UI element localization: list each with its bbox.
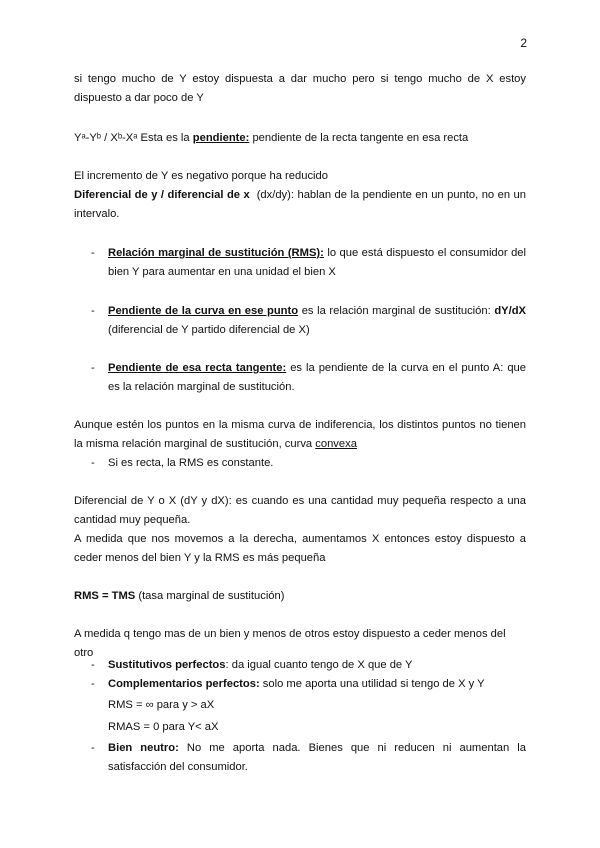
- list-item-curve-slope: Pendiente de la curva en ese punto es la relación marginal de sustitución: dY/dX (diferencial de Y partido diferencial de X): [108, 305, 527, 336]
- paragraph-moving-right: A medida que nos movemos a la derecha, aumentamos X entonces estoy dispuesto a ceder menos del bien Y y la RMS es más pequeña: [74, 533, 526, 564]
- paragraph-more-goods: A medida q tengo mas de un bien y menos de otros estoy dispuesto a ceder menos del otro: [74, 628, 506, 659]
- list-item-tangent: Pendiente de esa recta tangente: es la pendiente de la curva en el punto A: que es la relación marginal de sustitución.: [108, 362, 526, 393]
- list-item-neutral: Bien neutro: No me aporta nada. Bienes que ni reducen ni aumentan la satisfacción del consumidor.: [108, 742, 526, 773]
- paragraph-rms-tms: RMS = TMS (tasa marginal de sustitución): [74, 590, 285, 602]
- list-item-recta: Si es recta, la RMS es constante.: [108, 457, 274, 469]
- paragraph-differential: Diferencial de y / diferencial de x (dx/dy): hablan de la pendiente en un punto, no en un intervalo.: [74, 189, 527, 220]
- rmas-zero-line: RMAS = 0 para Y< aX: [108, 721, 219, 733]
- paragraph-convex: Aunque estén los puntos en la misma curva de indiferencia, los distintos puntos no tienen la misma relación marginal de sustitución, curva convexa: [74, 419, 526, 450]
- slope-formula: Yᵃ-Yᵇ / Xᵇ-Xᵃ: [74, 132, 138, 144]
- list-dash: -: [91, 659, 95, 671]
- paragraph-slope: Yᵃ-Yᵇ / Xᵇ-Xᵃ Esta es la pendiente: pendiente de la recta tangente en esa recta: [74, 132, 469, 144]
- paragraph-dy-dx: Diferencial de Y o X (dY y dX): es cuando es una cantidad muy pequeña respecto a una cantidad muy pequeña.: [74, 495, 526, 526]
- list-item-rms: Relación marginal de sustitución (RMS): lo que está dispuesto el consumidor del bien Y para aumentar en una unidad el bien X: [108, 247, 526, 278]
- term-pendiente: pendiente:: [192, 132, 250, 144]
- list-item-substitutes: Sustitutivos perfectos: da igual cuanto tengo de X que de Y: [108, 659, 413, 671]
- paragraph-willingness: si tengo mucho de Y estoy dispuesta a dar mucho pero si tengo mucho de X estoy dispuesto a dar poco de Y: [74, 73, 526, 104]
- list-dash: -: [91, 457, 95, 469]
- list-dash: -: [91, 362, 95, 374]
- list-dash: -: [91, 305, 95, 317]
- term-convexa: convexa: [315, 438, 357, 450]
- list-dash: -: [91, 247, 95, 259]
- list-dash: -: [91, 742, 95, 754]
- term-rms-tms: RMS = TMS: [74, 590, 136, 602]
- page-number: 2: [520, 36, 527, 50]
- rms-infinity-line: RMS = ∞ para y > aX: [108, 699, 215, 711]
- list-dash: -: [91, 678, 95, 690]
- paragraph-increment: El incremento de Y es negativo porque ha reducido: [74, 170, 328, 182]
- list-item-complements: Complementarios perfectos: solo me aporta una utilidad si tengo de X y Y: [108, 678, 485, 690]
- term-differential: Diferencial de y / diferencial de x: [74, 189, 250, 201]
